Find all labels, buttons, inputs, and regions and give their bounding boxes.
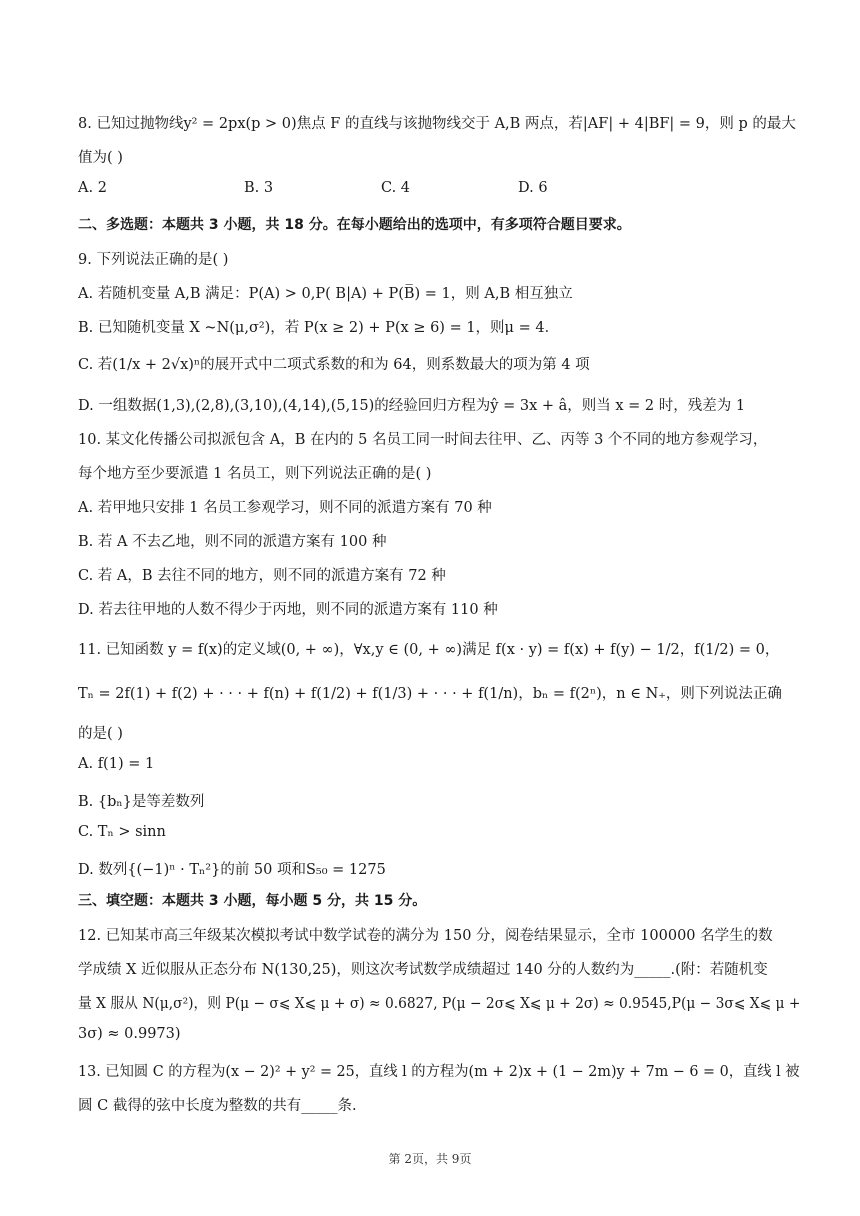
q13-line1: 13. 已知圆 C 的方程为(x − 2)² + y² = 25，直线 l 的方程为(m + 2)x + (1 − 2m)y + 7m − 6 = 0，直线 l 被	[78, 1064, 800, 1080]
q8-option-b: B. 3	[244, 180, 274, 196]
q9-stem: 9. 下列说法正确的是( )	[78, 252, 229, 268]
q12-line2: 学成绩 X 近似服从正态分布 N(130,25)，则这次考试数学成绩超过 140 分的人数约为_____.(附：若随机变	[78, 962, 768, 978]
q9-option-c: C. 若(1/x + 2√x)ⁿ的展开式中二项式系数的和为 64，则系数最大的项为第 4 项	[78, 357, 590, 373]
q10-option-b: B. 若 A 不去乙地，则不同的派遣方案有 100 种	[78, 534, 387, 550]
q11-line1: 11. 已知函数 y = f(x)的定义域(0, + ∞)，∀x,y ∈ (0, + ∞)满足 f(x · y) = f(x) + f(y) − 1/2，f(1/2) = 0，	[78, 642, 780, 658]
q9-option-d: D. 一组数据(1,3),(2,8),(3,10),(4,14),(5,15)的经验回归方程为ŷ = 3x + â，则当 x = 2 时，残差为 1	[78, 398, 746, 414]
q12-line3: 量 X 服从 N(μ,σ²)，则 P(μ − σ⩽ X⩽ μ + σ) ≈ 0.6827, P(μ − 2σ⩽ X⩽ μ + 2σ) ≈ 0.9545,P(μ − 3σ⩽ X⩽ μ +	[78, 996, 801, 1012]
q11-option-a: A. f(1) = 1	[78, 756, 155, 772]
q10-option-d: D. 若去往甲地的人数不得少于丙地，则不同的派遣方案有 110 种	[78, 602, 498, 618]
q12-line1: 12. 已知某市高三年级某次模拟考试中数学试卷的满分为 150 分，阅卷结果显示，全市 100000 名学生的数	[78, 928, 773, 944]
section-multiple-choice-heading: 二、多选题：本题共 3 小题，共 18 分。在每小题给出的选项中，有多项符合题目要求。	[78, 217, 631, 233]
page-footer: 第 2页，共 9页	[388, 1152, 472, 1166]
q11-option-b: B. {bₙ}是等差数列	[78, 794, 205, 810]
q11-option-d: D. 数列{(−1)ⁿ · Tₙ²}的前 50 项和S₅₀ = 1275	[78, 862, 386, 878]
section-fill-blank-heading: 三、填空题：本题共 3 小题，每小题 5 分，共 15 分。	[78, 893, 427, 909]
q11-option-c: C. Tₙ > sinn	[78, 824, 166, 840]
q8-line2: 值为( )	[78, 150, 123, 166]
q9-option-b: B. 已知随机变量 X ~N(μ,σ²)，若 P(x ≥ 2) + P(x ≥ 6) = 1，则μ = 4．	[78, 320, 560, 336]
q10-line2: 每个地方至少要派遣 1 名员工，则下列说法正确的是( )	[78, 466, 432, 482]
q12-line4: 3σ) ≈ 0.9973)	[78, 1026, 181, 1042]
q10-option-c: C. 若 A，B 去往不同的地方，则不同的派遣方案有 72 种	[78, 568, 446, 584]
q8-option-c: C. 4	[381, 180, 411, 196]
q8-option-d: D. 6	[518, 180, 548, 196]
q11-line3: 的是( )	[78, 726, 123, 742]
q11-line2: Tₙ = 2f(1) + f(2) + · · · + f(n) + f(1/2) + f(1/3) + · · · + f(1/n)，bₙ = f(2ⁿ)，n ∈ N₊，则下列说法正确	[78, 686, 782, 702]
q13-line2: 圆 C 截得的弦中长度为整数的共有_____条.	[78, 1098, 357, 1114]
q8-line1: 8. 已知过抛物线y² = 2px(p > 0)焦点 F 的直线与该抛物线交于 A,B 两点，若|AF| + 4|BF| = 9，则 p 的最大	[78, 116, 796, 132]
q9-option-a: A. 若随机变量 A,B 满足：P(A) > 0,P( B|A) + P(B̅) = 1，则 A,B 相互独立	[78, 286, 573, 302]
q8-option-a: A. 2	[78, 180, 107, 196]
q10-option-a: A. 若甲地只安排 1 名员工参观学习，则不同的派遣方案有 70 种	[78, 500, 492, 516]
q10-line1: 10. 某文化传播公司拟派包含 A，B 在内的 5 名员工同一时间去往甲、乙、丙等 3 个不同的地方参观学习，	[78, 432, 768, 448]
